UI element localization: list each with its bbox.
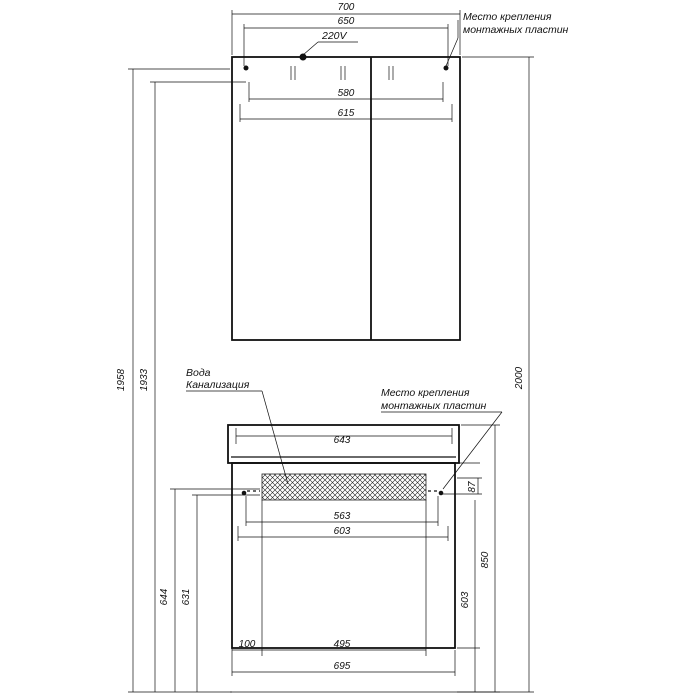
dim-87-label: 87 [467,481,478,493]
dim-pipe-644 [159,489,260,692]
dim-850-label: 850 [480,551,491,569]
dim-1933-label: 1933 [139,368,150,392]
mirror-cabinet-body [232,57,460,340]
dim-603v-label: 603 [460,591,471,609]
mount-hole-right [444,66,449,71]
dim-pipe-631 [181,495,260,692]
dim-vanity-603v [457,463,480,692]
power-label: 220V [322,30,347,42]
mount-bottom-line2: монтажных пластин [381,400,487,412]
dim-603h-label: 603 [333,526,351,537]
dim-644-label: 644 [159,588,170,606]
dim-height-2000 [460,57,534,692]
mount-top-line2: монтажных пластин [463,24,569,36]
dim-700-label: 700 [337,2,355,13]
mount-hole-left [244,66,249,71]
dim-615-label: 615 [337,108,355,119]
dim-vanity-695 [232,650,455,676]
dim-vanity-563 [246,496,438,526]
dim-695-label: 695 [333,661,351,672]
dim-mirror-inner-580 [249,82,443,102]
dim-vanity-850 [457,425,500,692]
dim-643-label: 643 [333,435,351,446]
dim-580-label: 580 [337,88,355,99]
mount-annotation-top [446,11,569,66]
dim-mirror-inner-615 [240,104,452,122]
dim-vanity-87 [443,478,482,494]
dim-100-label: 100 [238,639,256,650]
mount-bottom-line1: Место крепления [381,387,470,399]
dim-650-label: 650 [337,16,355,27]
dim-495-label: 495 [333,639,351,650]
vanity-mount-hole-right [439,491,444,496]
mount-top-line1: Место крепления [463,11,552,23]
dim-pipe-span-495 [262,500,426,656]
dim-vanity-603h [238,526,448,541]
dim-631-label: 631 [181,588,192,606]
sewer-label: Канализация [186,379,250,391]
power-annotation [303,30,358,55]
dim-2000-label: 2000 [514,366,525,390]
dim-mirror-outer-width [232,2,460,55]
vanity-mount-hole-left [242,491,247,496]
dim-pipe-offset-100 [232,500,262,656]
dim-vanity-643 [236,428,452,446]
dim-1958-label: 1958 [116,368,127,392]
water-label: Вода [186,367,211,379]
dim-563-label: 563 [333,511,351,522]
